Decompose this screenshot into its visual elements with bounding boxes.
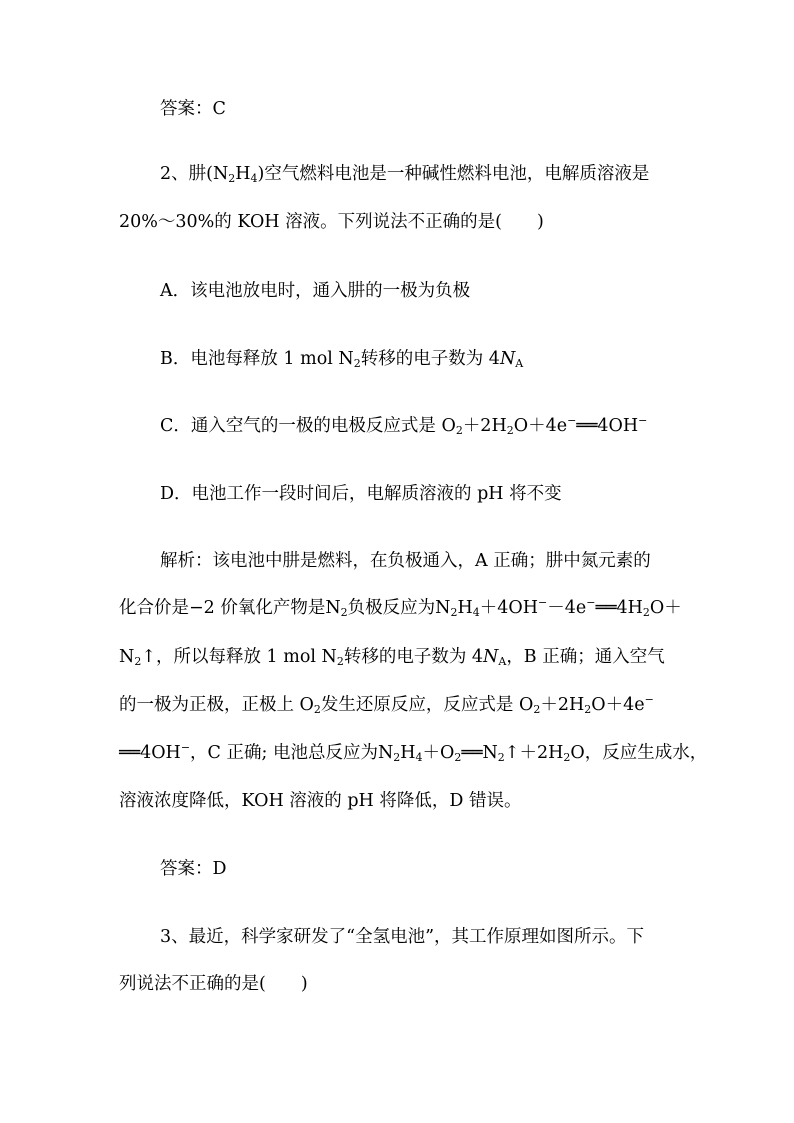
q2-option-c: C．通入空气的一极的电极反应式是 $O_2+2H_2O+4e^-══4OH^-$ [160, 414, 648, 437]
q2-option-b: B．电池每释放 1 mol $N_2$转移的电子数为 $4N_A$ [160, 349, 524, 370]
analysis-line5: ══4OH−，C 正确; 电池总反应为$N_2H_4+O_2══N_2↑+2H_2O$，反应生成水， [119, 741, 708, 764]
q2-option-a: A．该电池放电时，通入肼的一极为负极 [160, 281, 471, 301]
analysis-line4: 的一极为正极，正极上 $O_2$发生还原反应，反应式是 $O_2+2H_2O+4e^-$ [119, 693, 654, 716]
analysis-line2: 化合价是−2 价氧化产物是$N_2$负极反应为$N_2H_4+4OH^--4e^-══4H_2O+$ [119, 596, 682, 619]
answer-q2: 答案：D [160, 859, 227, 879]
q3-stem-line1: 3、最近，科学家研发了“全氢电池”，其工作原理如图所示。下 [160, 927, 645, 947]
answer-prev: 答案：C [160, 99, 226, 119]
q2-stem-line1: 2、肼$(N_2H_4)$空气燃料电池是一种碱性燃料电池，电解质溶液是 [160, 164, 650, 185]
q3-stem-line2: 列说法不正确的是( ) [119, 974, 308, 994]
analysis-line1: 解析：该电池中肼是燃料，在负极通入，A 正确；肼中氮元素的 [160, 551, 651, 571]
q2-option-d: D．电池工作一段时间后，电解质溶液的 pH 将不变 [160, 484, 562, 504]
analysis-line6: 溶液浓度降低，KOH 溶液的 pH 将降低，D 错误。 [119, 791, 522, 811]
q2-stem-line2: 20%～30%的 KOH 溶液。下列说法不正确的是( ) [119, 212, 544, 232]
analysis-line3: $N_2↑$，所以每释放 1 mol $N_2$转移的电子数为 $4N_A$，B 正确；通入空气 [119, 647, 665, 668]
